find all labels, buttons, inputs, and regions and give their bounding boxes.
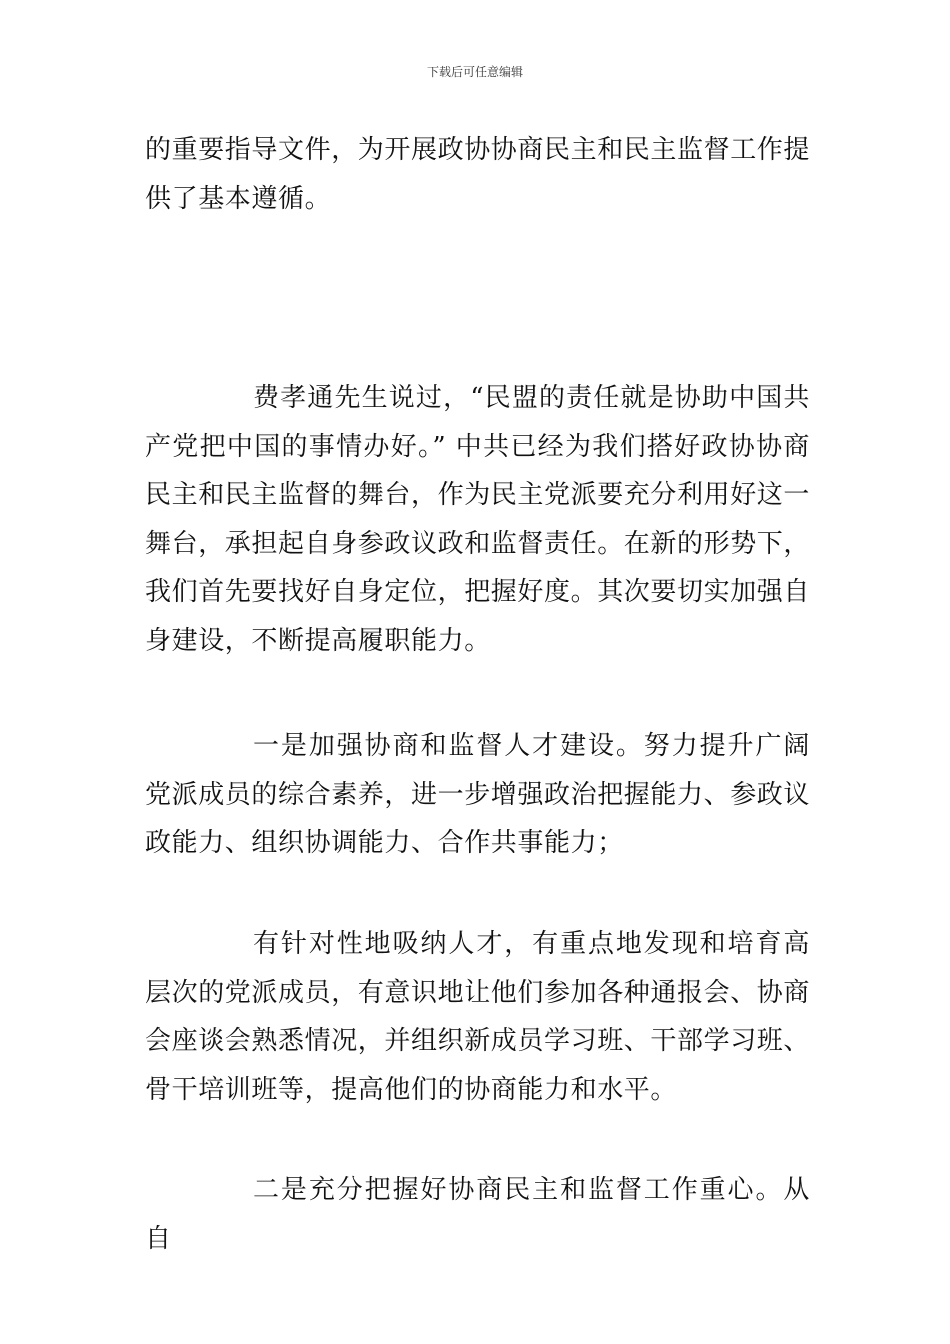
- paragraph-1-block: [145, 126, 810, 223]
- paragraph-2-block: [145, 374, 810, 665]
- paragraph-talent-building: 一是加强协商和监督人才建设。努力提升广阔党派成员的综合素养，进一步增强政治把握能力、参政议政能力、组织协调能力、合作共事能力；: [145, 731, 811, 858]
- paragraph-fei-xiaotong-quote: 费孝通先生说过，“民盟的责任就是协助中国共产党把中国的事情办好。” 中共已经为我们搭好政协协商民主和民主监督的舞台，作为民主党派要充分利用好这一舞台，承担起自身参政议政和监督责任。在新的形势下，我们首先要找好自身定位，把握好度。其次要切实加强自身建设，不断提高履职能力。: [145, 383, 811, 656]
- paragraph-continuation: 的重要指导文件，为开展政协协商民主和民主监督工作提供了基本遵循。: [145, 135, 811, 214]
- paragraph-4-block: [145, 920, 810, 1114]
- page-header-note: 下载后可任意编辑: [426, 65, 523, 79]
- paragraph-3-block: [145, 722, 810, 868]
- paragraph-5-block: [145, 1166, 810, 1263]
- paragraph-talent-recruitment: 有针对性地吸纳人才，有重点地发现和培育高层次的党派成员，有意识地让他们参加各种通报会、协商会座谈会熟悉情况，并组织新成员学习班、干部学习班、骨干培训班等，提高他们的协商能力和水平。: [145, 929, 811, 1105]
- paragraph-work-focus: 二是充分把握好协商民主和监督工作重心。从自: [145, 1175, 810, 1254]
